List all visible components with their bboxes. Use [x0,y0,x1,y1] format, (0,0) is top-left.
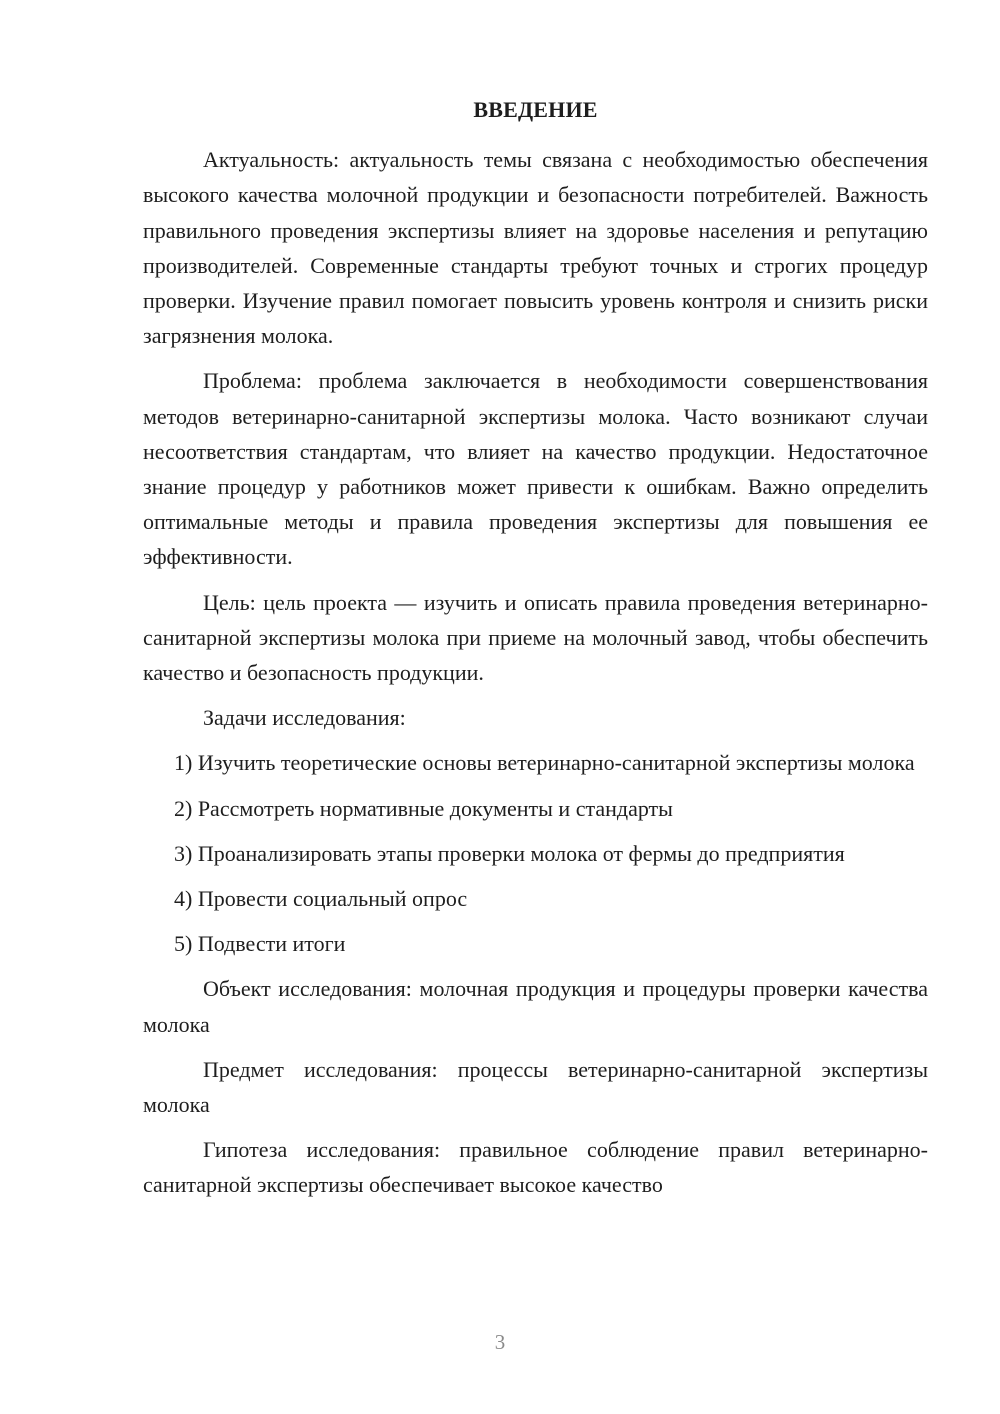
paragraph-hypothesis: Гипотеза исследования: правильное соблюдение правил ветеринарно-санитарной экспертизы обеспечивает высокое качество [143,1137,928,1198]
page-number: 3 [494,1330,506,1354]
paragraph-tasks-heading: Задачи исследования: [203,705,406,731]
paragraph-relevance: Актуальность: актуальность темы связана с необходимостью обеспечения высокого качества молочной продукции и безопасности потребителей. Важность правильного проведения экспертизы влияет на здоровье населения и репутацию производителей. Современные стандарты требуют точных и строгих процедур проверки. Изучение правил помогает повысить уровень контроля и снизить риски загрязнения молока. [143,147,928,349]
page-title: ВВЕДЕНИЕ [473,97,598,122]
list-item-task-3: 3) Проанализировать этапы проверки молока от фермы до предприятия [174,840,845,866]
paragraph-object: Объект исследования: молочная продукция и процедуры проверки качества молока [143,976,928,1037]
paragraph-goal: Цель: цель проекта — изучить и описать правила проведения ветеринарно-санитарной экспертизы молока при приеме на молочный завод, чтобы обеспечить качество и безопасность продукции. [143,589,928,686]
list-item-task-2: 2) Рассмотреть нормативные документы и стандарты [174,795,673,821]
document-page [143,92,928,1203]
list-item-task-5: 5) Подвести итоги [174,931,346,957]
paragraph-subject: Предмет исследования: процессы ветеринарно-санитарной экспертизы молока [143,1056,928,1118]
list-item-task-4: 4) Провести социальный опрос [174,886,468,912]
list-item-task-1: 1) Изучить теоретические основы ветеринарно-санитарной экспертизы молока [174,750,915,776]
paragraph-problem: Проблема: проблема заключается в необходимости совершенствования методов ветеринарно-санитарной экспертизы молока. Часто возникают случаи несоответствия стандартам, что влияет на качество продукции. Недостаточное знание процедур у работников может привести к ошибкам. Важно определить оптимальные методы и правила проведения экспертизы для повышения ее эффективности. [143,368,928,570]
